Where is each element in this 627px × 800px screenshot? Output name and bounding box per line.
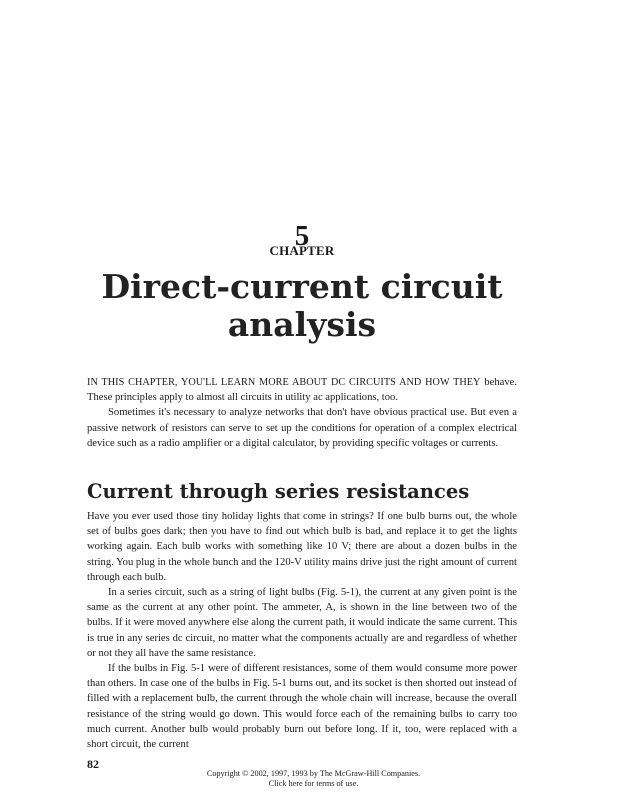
intro-paragraph-1	[87, 375, 517, 405]
chapter-title: Direct-current circuit analysis	[101, 267, 503, 344]
section-body	[87, 509, 517, 752]
intro-text	[87, 375, 517, 451]
chapter-number: 5	[294, 220, 310, 252]
section-paragraph-3: If the bulbs in Fig. 5-1 were of different resistances, some of them would consume more power than others. In case one of the bulbs in Fig. 5-1 burns out, and its socket is then shorted out instead of filled with a replacement bulb, the current through the whole chain will increase, because the overall resistance of the string would go down. This would force each of the remaining bulbs to carry too much current. Another bulb would probably burn out before long. If it, too, were replaced with a short circuit, the current	[87, 663, 517, 751]
section-heading: Current through series resistances	[87, 480, 470, 503]
page-number: 82	[87, 757, 99, 771]
intro-lead-rest: behave. These principles apply to almost all circuits in utility ac applications, too.	[87, 377, 517, 404]
intro-paragraph-2: Sometimes it's necessary to analyze networks that don't have obvious practical use. But even a passive network of resistors can serve to set up the conditions for operation of a complex electrical device such as a radio amplifier or a digital calculator, by providing specific voltages or currents.	[87, 407, 517, 449]
chapter-label: CHAPTER	[269, 243, 335, 258]
copyright-notice: Copyright © 2002, 1997, 1993 by The McGraw-Hill Companies.	[206, 769, 421, 778]
terms-of-use-link[interactable]: Click here for terms of use.	[268, 779, 359, 788]
intro-lead-caps: IN THIS CHAPTER, YOU'LL LEARN MORE ABOUT DC CIRCUITS AND HOW THEY	[87, 377, 481, 388]
section-paragraph-1: Have you ever used those tiny holiday lights that come in strings? If one bulb burns out, the whole set of bulbs goes dark; then you have to find out which bulb is bad, and replace it to get the lights working again. Each bulb works with something like 10 V; there are about a dozen bulbs in the string. You plug in the whole bunch and the 120-V utility mains drive just the right amount of current through each bulb.	[87, 511, 517, 583]
section-paragraph-2: In a series circuit, such as a string of light bulbs (Fig. 5-1), the current at any given point is the same as the current at any other point. The ammeter, A, is shown in the line between two of the bulbs. If it were moved anywhere else along the current path, it would indicate the same current. This is true in any series dc circuit, no matter what the components actually are and regardless of whether or not they all have the same resistance.	[87, 587, 517, 659]
